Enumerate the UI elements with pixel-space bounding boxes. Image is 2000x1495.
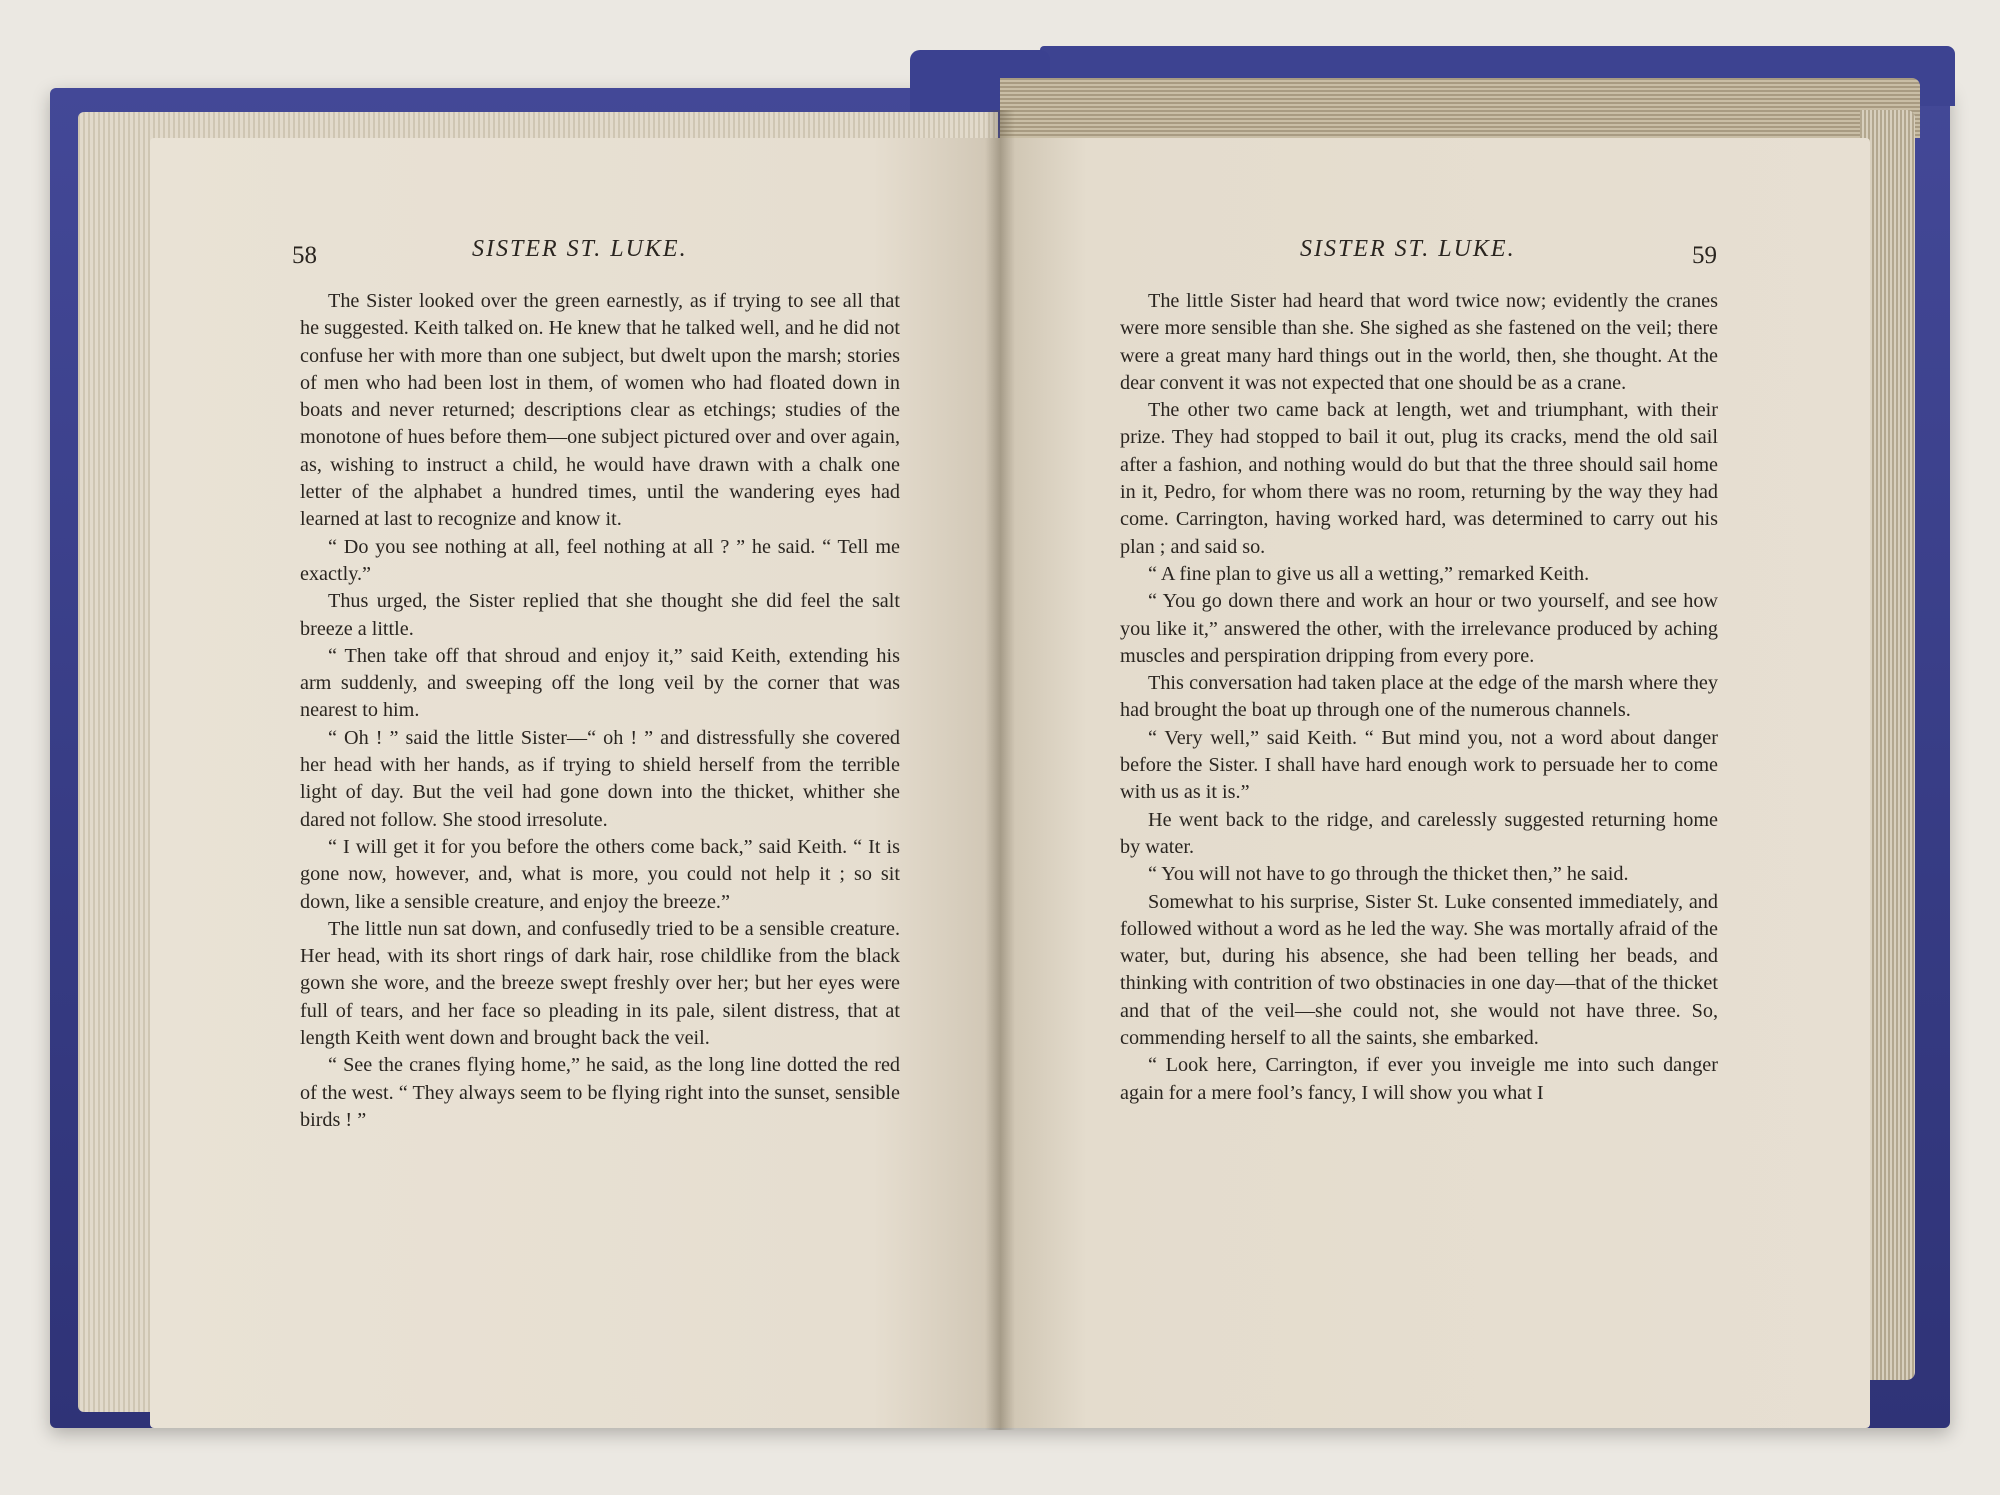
paragraph: The little nun sat down, and confusedly tried to be a sensible creature. Her head, with its short rings of dark hair, rose childlike from the black gown she wore, and the breeze swept freshly over her; but her eyes were full of tears, and her face so pleading in its pale, silent distress, that at length Keith went down and brought back the veil. — [300, 917, 900, 1050]
paragraph: Thus urged, the Sister replied that she thought she did feel the salt breeze a little. — [300, 590, 900, 640]
paragraph: “ Look here, Carrington, if ever you inveigle me into such danger again for a mere fool’s fancy, I will show you what I — [1120, 1054, 1718, 1104]
paragraph: “ I will get it for you before the others come back,” said Keith. “ It is gone now, however, and, what is more, you could not help it ; so sit down, like a sensible creature, and enjoy the breeze.” — [300, 835, 900, 913]
paragraph: This conversation had taken place at the edge of the marsh where they had brought the boat up through one of the numerous channels. — [1120, 672, 1718, 722]
right-page — [1000, 138, 1870, 1428]
paragraph: “ A fine plan to give us all a wetting,” remarked Keith. — [1148, 562, 1590, 585]
paragraph: The Sister looked over the green earnestly, as if trying to see all that he suggested. Keith talked on. He knew that he talked well, and he did not confuse her with more than one subject, but dwelt upon the marsh; stories of men who had been lost in them, of women who had floated down in boats and never returned; descriptions clear as etchings; studies of the monotone of hues before them—one subject pictured over and over again, as, wishing to instruct a child, he would have drawn with a chalk one letter of the alphabet a hundred times, until the wandering eyes had learned at last to recognize and know it. — [300, 290, 900, 531]
paragraph: “ You go down there and work an hour or two yourself, and see how you like it,” answered the other, with the irrelevance produced by aching muscles and perspiration dripping from every pore. — [1120, 590, 1718, 667]
paragraph: The little Sister had heard that word twice now; evidently the cranes were more sensible than she. She sighed as she fastened on the veil; there were a great many hard things out in the world, then, she thought. At the dear convent it was not expected that one should be as a crane. — [1120, 290, 1718, 394]
left-page — [150, 138, 1000, 1428]
paragraph: “ Then take off that shroud and enjoy it,” said Keith, extending his arm suddenly, and sweeping off the long veil by the corner that was nearest to him. — [300, 644, 900, 722]
paragraph: “ Very well,” said Keith. “ But mind you, not a word about danger before the Sister. I shall have hard enough work to persuade her to come with us as it is.” — [1120, 726, 1718, 804]
paragraph: The other two came back at length, wet and triumphant, with their prize. They had stopped to bail it out, plug its cracks, mend the old sail after a fashion, and nothing would do but that the three should sail home in it, Pedro, for whom there was no room, returning by the way they had come. Carrington, having worked hard, was determined to carry out his plan ; and said so. — [1120, 399, 1718, 558]
page-number: 58 — [292, 242, 317, 269]
paragraph: “ Oh ! ” said the little Sister—“ oh ! ” and distressfully she covered her head with her hands, as if trying to shield herself from the terrible light of day. But the veil had gone down into the thicket, whither she dared not follow. She stood irresolute. — [300, 726, 900, 831]
paragraph: Somewhat to his surprise, Sister St. Luke consented immediately, and followed without a word as he led the way. She was mortally afraid of the water, but, during his absence, she had been telling her beads, and thinking with contrition of two obstinacies in one day—that of the thicket and that of the veil—she could not, she would not have three. So, commending herself to all the saints, she embarked. — [1120, 890, 1718, 1050]
paragraph: “ See the cranes flying home,” he said, as the long line dotted the red of the west. “ They always seem to be flying right into the sunset, sensible birds ! ” — [300, 1054, 900, 1131]
running-head: SISTER ST. LUKE. — [1300, 236, 1516, 262]
page-body — [1120, 288, 1718, 1107]
paragraph: “ You will not have to go through the thicket then,” he said. — [1148, 863, 1629, 886]
paragraph: He went back to the ridge, and carelessly suggested returning home by water. — [1120, 808, 1718, 858]
running-head: SISTER ST. LUKE. — [472, 236, 688, 262]
paragraph: “ Do you see nothing at all, feel nothing at all ? ” he said. “ Tell me exactly.” — [300, 535, 900, 585]
right-page-top-edges — [1000, 78, 1920, 138]
book-gutter — [985, 110, 1015, 1430]
page-number: 59 — [1692, 242, 1717, 269]
page-body — [300, 288, 900, 1134]
